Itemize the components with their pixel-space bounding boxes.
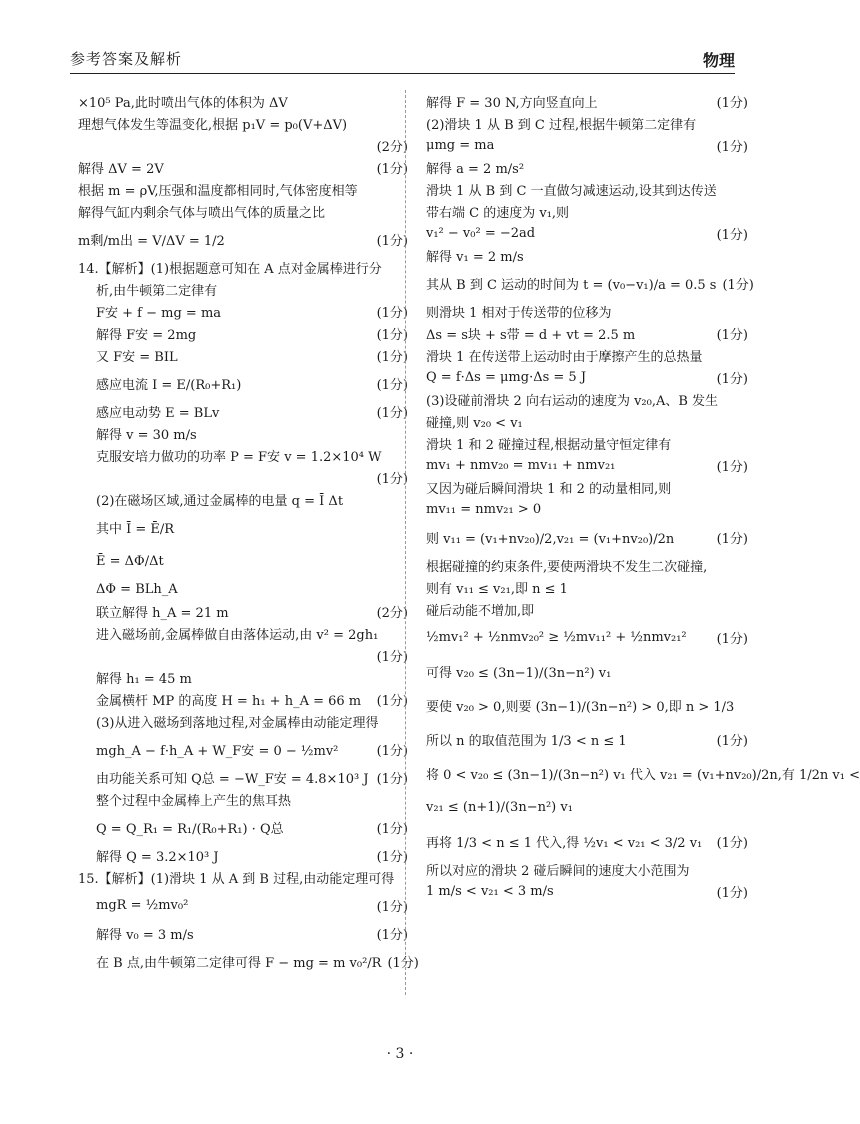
- score-mark: (1分): [716, 371, 748, 387]
- text-line: [426, 880, 748, 902]
- line-text: v₂₁ ≤ (n+1)/(3n−n²) v₁: [426, 799, 573, 815]
- text-line: [78, 400, 408, 422]
- score-mark: (1分): [716, 835, 748, 851]
- line-text: 所以对应的滑块 2 碰后瞬间的速度大小范围为: [426, 863, 690, 879]
- text-line: [78, 422, 408, 444]
- line-text: mgh_A − f·h_A + W_F安 = 0 − ½mv²: [96, 743, 339, 759]
- header-title: 参考答案及解析: [70, 50, 183, 68]
- text-line: [78, 200, 408, 222]
- text-line: [426, 520, 748, 554]
- text-line: [78, 466, 408, 488]
- line-text: 15.【解析】(1)滑块 1 从 A 到 B 过程,由动能定理可得: [78, 871, 395, 887]
- text-line: [426, 112, 748, 134]
- line-text: 滑块 1 和 2 碰撞过程,根据动量守恒定律有: [426, 437, 672, 453]
- text-line: [78, 944, 419, 978]
- line-text: 碰后动能不增加,即: [426, 603, 535, 619]
- text-line: [78, 156, 408, 178]
- line-text: μmg = ma: [426, 137, 495, 153]
- text-line: [78, 732, 408, 766]
- text-line: [426, 344, 748, 366]
- line-text: Δs = s块 + s带 = d + vt = 2.5 m: [426, 327, 636, 343]
- text-line: [78, 922, 408, 944]
- text-line: [78, 278, 408, 300]
- line-text: (2)滑块 1 从 B 到 C 过程,根据牛顿第二定律有: [426, 117, 697, 133]
- score-mark: (1分): [716, 531, 748, 547]
- line-text: 金属横杆 MP 的高度 H = h₁ + h_A = 66 m: [96, 693, 362, 709]
- text-line: [426, 454, 748, 476]
- line-text: 其中 Ī = Ē/R: [96, 521, 175, 537]
- text-line: [426, 654, 748, 688]
- line-text: 感应电流 I = E/(R₀+R₁): [96, 377, 242, 393]
- line-text: 克服安培力做功的功率 P = F安 v = 1.2×10⁴ W: [96, 449, 382, 465]
- score-mark: (1分): [376, 771, 408, 787]
- text-line: [426, 410, 748, 432]
- line-text: ×10⁵ Pa,此时喷出气体的体积为 ΔV: [78, 95, 288, 111]
- line-text: 又 F安 = BIL: [96, 349, 178, 365]
- right-column: [426, 90, 860, 902]
- line-text: Ē = ΔΦ/Δt: [96, 553, 164, 569]
- text-line: [78, 488, 408, 510]
- line-text: 进入磁场前,金属棒做自由落体运动,由 v² = 2gh₁: [96, 627, 379, 643]
- score-mark: (1分): [722, 277, 754, 293]
- line-text: 带右端 C 的速度为 v₁,则: [426, 205, 570, 221]
- text-line: [78, 766, 408, 788]
- text-line: [78, 510, 408, 544]
- header-rule: [70, 73, 735, 74]
- line-text: 则滑块 1 相对于传送带的位移为: [426, 305, 612, 321]
- text-line: [426, 200, 748, 222]
- line-text: ΔΦ = BLh_A: [96, 581, 178, 597]
- text-line: [78, 344, 408, 366]
- line-text: 所以 n 的取值范围为 1/3 < n ≤ 1: [426, 733, 627, 749]
- line-text: 14.【解析】(1)根据题意可知在 A 点对金属棒进行分: [78, 261, 382, 277]
- line-text: 析,由牛顿第二定律有: [96, 283, 218, 299]
- line-text: 可得 v₂₀ ≤ (3n−1)/(3n−n²) v₁: [426, 665, 612, 681]
- text-line: [78, 622, 408, 644]
- text-line: [78, 256, 408, 278]
- line-text: 再将 1/3 < n ≤ 1 代入,得 ½v₁ < v₂₁ < 3/2 v₁: [426, 835, 703, 851]
- text-line: [426, 476, 748, 498]
- line-text: Q = f·Δs = μmg·Δs = 5 J: [426, 369, 587, 385]
- score-mark: (1分): [716, 139, 748, 155]
- line-text: 在 B 点,由牛顿第二定律可得 F − mg = m v₀²/R: [96, 955, 382, 971]
- text-line: [426, 178, 748, 200]
- text-line: [78, 112, 408, 134]
- text-line: [78, 844, 408, 866]
- score-mark: (1分): [376, 693, 408, 709]
- text-line: [426, 322, 748, 344]
- line-text: 理想气体发生等温变化,根据 p₁V = p₀(V+ΔV): [78, 117, 348, 133]
- score-mark: (1分): [376, 927, 408, 943]
- text-line: [426, 554, 748, 576]
- line-text: F安 + f − mg = ma: [96, 305, 222, 321]
- line-text: 解得 a = 2 m/s²: [426, 161, 525, 177]
- line-text: 解得 v = 30 m/s: [96, 427, 197, 443]
- text-line: [78, 90, 408, 112]
- score-mark: (1分): [716, 95, 748, 111]
- line-text: (3)设碰前滑块 2 向右运动的速度为 v₂₀,A、B 发生: [426, 393, 719, 409]
- text-line: [426, 598, 748, 620]
- text-line: [426, 156, 748, 178]
- line-text: (2)在磁场区域,通过金属棒的电量 q = Ī Δt: [96, 493, 344, 509]
- text-line: [78, 578, 408, 600]
- score-mark: (1分): [376, 233, 408, 249]
- text-line: [78, 544, 408, 578]
- text-line: [426, 222, 748, 244]
- line-text: 1 m/s < v₂₁ < 3 m/s: [426, 883, 554, 899]
- score-mark: (1分): [376, 405, 408, 421]
- line-text: 要使 v₂₀ > 0,则要 (3n−1)/(3n−n²) > 0,即 n > 1/3: [426, 699, 735, 715]
- text-line: [426, 366, 748, 388]
- text-line: [426, 388, 748, 410]
- score-mark: (1分): [376, 305, 408, 321]
- line-text: 解得 v₀ = 3 m/s: [96, 927, 194, 943]
- text-line: [78, 688, 408, 710]
- text-line: [78, 644, 408, 666]
- text-line: [426, 858, 748, 880]
- text-line: [426, 722, 748, 756]
- line-text: 滑块 1 从 B 到 C 一直做匀减速运动,设其到达传送: [426, 183, 717, 199]
- text-line: [426, 824, 748, 858]
- line-text: mv₁₁ = nmv₂₁ > 0: [426, 501, 542, 517]
- line-text: mgR = ½mv₀²: [96, 897, 189, 913]
- text-line: [78, 600, 408, 622]
- header-subject: 物理: [702, 51, 735, 70]
- score-mark: (1分): [376, 377, 408, 393]
- text-line: [426, 498, 748, 520]
- score-mark: (2分): [376, 139, 408, 155]
- score-mark: (1分): [716, 327, 748, 343]
- text-line: [426, 134, 748, 156]
- score-mark: (1分): [716, 459, 748, 475]
- score-mark: (1分): [376, 821, 408, 837]
- line-text: 整个过程中金属棒上产生的焦耳热: [96, 793, 292, 809]
- line-text: 将 0 < v₂₀ ≤ (3n−1)/(3n−n²) v₁ 代入 v₂₁ = (v₁+nv₂₀)/2n,有 1/2n v₁ <: [426, 767, 860, 783]
- text-line: [426, 620, 748, 654]
- text-line: [78, 866, 408, 888]
- text-line: [78, 134, 408, 156]
- score-mark: (1分): [376, 649, 408, 665]
- text-line: [426, 90, 748, 112]
- text-line: [426, 790, 748, 824]
- score-mark: (1分): [716, 733, 748, 749]
- text-line: [426, 266, 754, 300]
- text-line: [426, 300, 748, 322]
- text-line: [426, 756, 860, 790]
- score-mark: (1分): [376, 849, 408, 865]
- line-text: 感应电动势 E = BLv: [96, 405, 220, 421]
- line-text: 解得 ΔV = 2V: [78, 161, 164, 177]
- text-line: [78, 178, 408, 200]
- text-line: [78, 666, 408, 688]
- line-text: 解得 h₁ = 45 m: [96, 671, 192, 687]
- line-text: 根据碰撞的约束条件,要使两滑块不发生二次碰撞,: [426, 559, 708, 575]
- text-line: [426, 688, 748, 722]
- line-text: 其从 B 到 C 运动的时间为 t = (v₀−v₁)/a = 0.5 s: [426, 277, 717, 293]
- score-mark: (1分): [716, 227, 748, 243]
- score-mark: (2分): [376, 605, 408, 621]
- score-mark: (1分): [376, 327, 408, 343]
- score-mark: (1分): [376, 349, 408, 365]
- line-text: 由功能关系可知 Q总 = −W_F安 = 4.8×10³ J: [96, 771, 369, 787]
- page-number: · 3 ·: [386, 1046, 414, 1062]
- line-text: 解得 Q = 3.2×10³ J: [96, 849, 219, 865]
- line-text: ½mv₁² + ½nmv₂₀² ≥ ½mv₁₁² + ½nmv₂₁²: [426, 629, 687, 645]
- line-text: 又因为碰后瞬间滑块 1 和 2 的动量相同,则: [426, 481, 672, 497]
- text-line: [78, 322, 408, 344]
- text-line: [78, 788, 408, 810]
- page-header: [70, 40, 735, 74]
- left-column: [78, 90, 419, 978]
- line-text: v₁² − v₀² = −2ad: [426, 225, 536, 241]
- line-text: 解得 F安 = 2mg: [96, 327, 197, 343]
- text-line: [426, 432, 748, 454]
- line-text: 碰撞,则 v₂₀ < v₁: [426, 415, 523, 431]
- line-text: 解得气缸内剩余气体与喷出气体的质量之比: [78, 205, 326, 221]
- text-line: [426, 244, 748, 266]
- text-line: [78, 366, 408, 400]
- score-mark: (1分): [716, 631, 748, 647]
- line-text: (3)从进入磁场到落地过程,对金属棒由动能定理得: [96, 715, 379, 731]
- line-text: 滑块 1 在传送带上运动时由于摩擦产生的总热量: [426, 349, 703, 365]
- score-mark: (1分): [376, 743, 408, 759]
- text-line: [78, 810, 408, 844]
- text-line: [78, 888, 408, 922]
- text-line: [78, 710, 408, 732]
- line-text: 根据 m = ρV,压强和温度都相同时,气体密度相等: [78, 183, 358, 199]
- score-mark: (1分): [387, 955, 419, 971]
- line-text: Q = Q_R₁ = R₁/(R₀+R₁) · Q总: [96, 821, 284, 837]
- line-text: 则 v₁₁ = (v₁+nv₂₀)/2,v₂₁ = (v₁+nv₂₀)/2n: [426, 531, 675, 547]
- text-line: [78, 444, 408, 466]
- line-text: 解得 v₁ = 2 m/s: [426, 249, 524, 265]
- score-mark: (1分): [376, 899, 408, 915]
- text-line: [78, 222, 408, 256]
- line-text: m剩/m出 = V/ΔV = 1/2: [78, 233, 225, 249]
- text-line: [78, 300, 408, 322]
- score-mark: (1分): [376, 161, 408, 177]
- text-line: [426, 576, 748, 598]
- score-mark: (1分): [376, 471, 408, 487]
- line-text: 联立解得 h_A = 21 m: [96, 605, 229, 621]
- column-divider: [405, 90, 406, 995]
- line-text: mv₁ + nmv₂₀ = mv₁₁ + nmv₂₁: [426, 457, 616, 473]
- line-text: 解得 F = 30 N,方向竖直向上: [426, 95, 598, 111]
- score-mark: (1分): [716, 885, 748, 901]
- line-text: 则有 v₁₁ ≤ v₂₁,即 n ≤ 1: [426, 581, 568, 597]
